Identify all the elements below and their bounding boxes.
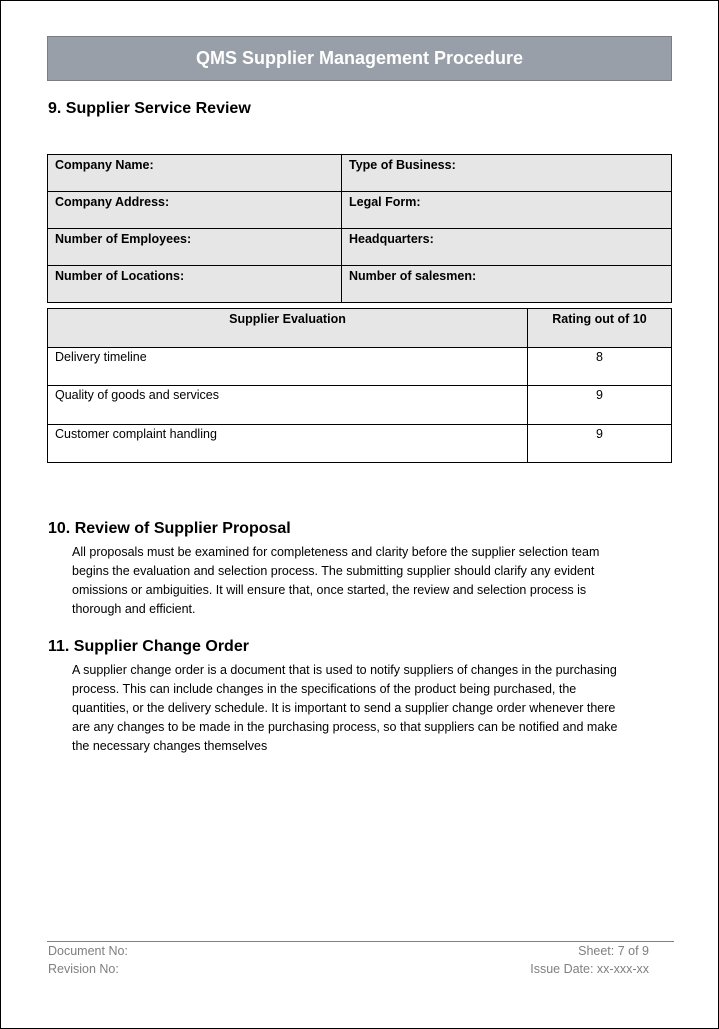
headquarters-field[interactable]: Headquarters: [342,229,672,266]
table-row [48,192,672,229]
section-10-heading: 10. Review of Supplier Proposal [48,520,291,537]
table-row [48,266,672,303]
document-title-bar [47,36,672,81]
section-11-body [72,661,672,756]
paragraph-line: A supplier change order is a document that is used to notify suppliers of changes in the purchasing [72,663,617,677]
table-row [48,229,672,266]
evaluation-criteria: Customer complaint handling [48,424,528,463]
paragraph-line: thorough and efficient. [72,602,196,616]
paragraph-line: omissions or ambiguities. It will ensure that, once started, the review and selection process is [72,583,587,597]
company-name-field[interactable]: Company Name: [48,155,342,192]
revision-number-label: Revision No: [48,962,119,976]
evaluation-criteria: Quality of goods and services [48,386,528,425]
table-row [48,155,672,192]
rating-column-header: Rating out of 10 [528,309,672,348]
table-header-row [48,309,672,348]
paragraph-line: All proposals must be examined for completeness and clarity before the supplier selection team [72,545,600,559]
evaluation-rating[interactable]: 9 [528,386,672,425]
section-11-heading: 11. Supplier Change Order [48,638,249,655]
sheet-number: Sheet: 7 of 9 [578,944,649,958]
type-of-business-field[interactable]: Type of Business: [342,155,672,192]
company-address-field[interactable]: Company Address: [48,192,342,229]
document-number-label: Document No: [48,944,128,958]
legal-form-field[interactable]: Legal Form: [342,192,672,229]
supplier-info-table [47,154,672,303]
paragraph-line: are any changes to be made in the purchasing process, so that suppliers can be notified and make [72,720,618,734]
paragraph-line: begins the evaluation and selection process. The submitting supplier should clarify any evident [72,564,595,578]
document-title: QMS Supplier Management Procedure [195,48,524,68]
evaluation-rating[interactable]: 8 [528,347,672,386]
paragraph-line: the necessary changes themselves [72,739,268,753]
paragraph-line: quantities, or the delivery schedule. It is important to send a supplier change order whenever there [72,701,616,715]
paragraph-line: process. This can include changes in the specifications of the product being purchased, the [72,682,577,696]
table-row [48,386,672,425]
supplier-evaluation-table [47,308,672,463]
evaluation-column-header: Supplier Evaluation [48,309,528,348]
table-row [48,347,672,386]
footer-divider [47,941,674,942]
evaluation-rating[interactable]: 9 [528,424,672,463]
number-of-employees-field[interactable]: Number of Employees: [48,229,342,266]
number-of-salesmen-field[interactable]: Number of salesmen: [342,266,672,303]
section-9-heading: 9. Supplier Service Review [48,100,251,117]
section-10-body [72,543,672,619]
table-row [48,424,672,463]
evaluation-criteria: Delivery timeline [48,347,528,386]
number-of-locations-field[interactable]: Number of Locations: [48,266,342,303]
issue-date: Issue Date: xx-xxx-xx [530,962,649,976]
